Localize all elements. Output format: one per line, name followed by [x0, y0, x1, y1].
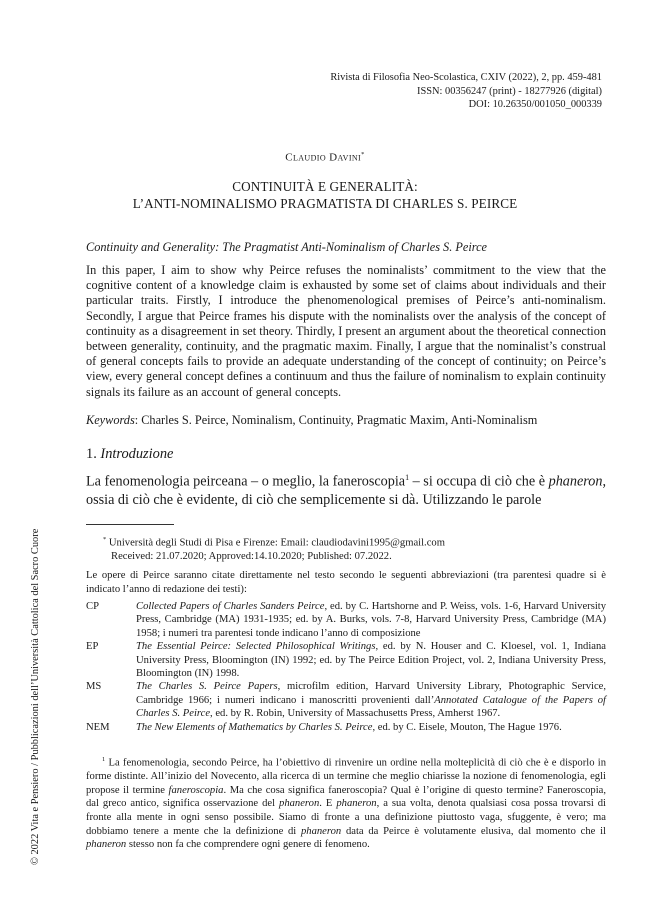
abbreviation-description	[136, 721, 606, 734]
intro-paragraph	[86, 469, 606, 510]
abbreviation-row	[86, 721, 606, 734]
abbreviation-row	[86, 600, 606, 640]
section-title: Introduzione	[100, 446, 174, 462]
abbreviation-key: NEM	[86, 721, 110, 733]
author-footnote-mark: *	[361, 151, 365, 158]
abbreviations-intro: Le opere di Peirce saranno citate direttamente nel testo secondo le seguenti abbreviazioni (tra parentesi quadre si è indicato l’anno di redazione dei testi):	[86, 570, 606, 595]
footnote-mark: 1	[102, 756, 106, 763]
footnote-ref-1[interactable]: 1	[405, 473, 410, 482]
footnote-text: data da Peirce è volutamente elusiva, dal momento che il	[341, 825, 606, 837]
abbreviation-row	[86, 680, 606, 720]
footnote-term: phaneron	[300, 825, 342, 837]
issn-line: ISSN: 00356247 (print) - 18277926 (digital)	[417, 85, 602, 97]
footnote-term: phaneron	[279, 798, 320, 810]
affiliation-email: Università degli Studi di Pisa e Firenze: Email: claudiodavini1995@gmail.com	[108, 537, 445, 549]
article-title-line-1: CONTINUITÀ E GENERALITÀ:	[232, 179, 418, 194]
footnote-separator	[86, 524, 174, 525]
article-title	[0, 178, 650, 212]
submission-dates: Received: 21.07.2020; Approved:14.10.2020; Published: 07.2022.	[111, 550, 392, 562]
footnote-term: faneroscopia	[168, 784, 224, 796]
work-title: The Essential Peirce: Selected Philosophical Writings	[136, 641, 376, 653]
abstract: In this paper, I aim to show why Peirce refuses the nominalists’ commitment to the view that the cognitive content of a knowledge claim is exhausted by some set of claims about individuals and their particular traits. Firstly, I introduce the phenomenological premises of Peirce’s anti-nominalism. Secondly, I argue that Peirce frames his dispute with the nominalists over the analysis of the concept of continuity as a disagreement in set theory. Thirdly, I present an argument about the theoretical connection between generality, continuity, and the pragmatic maxim. Finally, I argue that the nominalist’s construal of general concepts fails to provide an adequate understanding of the concept of continuity; on Peirce’s view, every general concept defines a continuum and thus the failure of nominalism to explain continuity signals its failure as an account of general concepts.	[86, 263, 606, 399]
keywords-label: Keywords	[86, 413, 135, 427]
intro-term-phaneron: phaneron	[548, 473, 603, 490]
footnote-text: , a sua volta, denota qualsiasi cosa possa trovarsi di fronte alla mente in ogni senso possibile. Siamo di fronte a una definizione piuttosto vaga, sfuggente, è vero; ma dobbiamo tenere a mente che la definizione di	[86, 798, 606, 837]
affiliation-mark: *	[103, 536, 107, 543]
work-details-secondary: , ed. by R. Robin, University of Massachusetts Press, Amherst 1967.	[210, 708, 501, 720]
abbreviation-key: CP	[86, 601, 99, 612]
abbreviation-key: MS	[86, 681, 102, 693]
doi-line: DOI: 10.26350/001050_000339	[468, 99, 602, 111]
work-title: The New Elements of Mathematics by Charles S. Peirce	[136, 721, 373, 733]
section-heading	[86, 446, 173, 463]
keywords	[86, 413, 606, 428]
author-name-text: Claudio Davini	[285, 151, 362, 164]
work-details: , ed. by N. Houser and C. Kloesel, vol. 1, Indiana University Press, Bloomington (IN) 1992; ed. by The Peirce Edition Project, vol. 2, Indiana University Press, Bloomington (IN) 1998.	[136, 641, 606, 680]
footnote-term: phaneron	[336, 798, 377, 810]
article-title-line-2: L’ANTI-NOMINALISMO PRAGMATISTA DI CHARLES S. PEIRCE	[132, 196, 518, 211]
work-details: , microfilm edition, Harvard University Library, Photographic Service, Cambridge 1966; i numeri indicano i manoscritti provenienti dall’	[136, 681, 606, 706]
copyright-sidebar: © 2022 Vita e Pensiero / Pubblicazioni dell’Università Cattolica del Sacro Cuore	[30, 528, 41, 865]
author-affiliation	[103, 533, 445, 563]
footnote-term: phaneron	[86, 839, 127, 851]
journal-citation: Rivista di Filosofia Neo-Scolastica, CXIV (2022), 2, pp. 459-481	[330, 72, 602, 83]
work-details: , ed. by C. Eisele, Mouton, The Hague 1976.	[372, 721, 562, 733]
work-details: , ed. by C. Hartshorne and P. Weiss, vols. 1-6, Harvard University Press, Cambridge (MA) 1931-1935; ed. by A. Burks, vols. 7-8, Harvard University Press, Cambridge (MA) 1958; i numeri tra parentesi tonde indicano l’anno di composizione	[136, 601, 606, 639]
abbreviation-key: EP	[86, 641, 99, 653]
abbreviation-row	[86, 640, 606, 680]
work-title-secondary: Annotated Catalogue of the Papers of Charles S. Peirce	[136, 694, 606, 720]
section-number: 1.	[86, 446, 97, 462]
abbreviations-list	[86, 600, 606, 734]
footnote-text: . E	[319, 798, 337, 810]
intro-text-3: , ossia di ciò che è evidente, di ciò che semplicemente si dà. Utilizzando le parole	[86, 473, 606, 509]
english-title: Continuity and Generality: The Pragmatist Anti-Nominalism of Charles S. Peirce	[86, 240, 487, 254]
work-title: The Charles S. Peirce Papers	[136, 681, 278, 693]
abbreviation-description	[136, 640, 606, 680]
intro-text-2: – si occupa di ciò che è	[409, 473, 549, 490]
work-title: Collected Papers of Charles Sanders Peirce	[136, 601, 325, 612]
author-name	[0, 151, 650, 164]
abbreviation-description	[136, 600, 606, 640]
footnote-text: La fenomenologia, secondo Peirce, ha l’obiettivo di rinvenire un ordine nella molteplicità di ciò che è e disporlo in forme distinte. All’inizio del Novecento, alla ricerca di un termine che meglio chiarisse la nozione di fenomenologia, egli propose il termine	[86, 757, 606, 796]
footnote-1	[86, 753, 606, 852]
footnote-text: . Ma che cosa significa faneroscopia? Qual è l’origine di questo termine? Faneroscopia, dal greco antico, significa osservazione del	[86, 784, 606, 810]
footnote-text: stesso non fa che comprendere ogni genere di fenomeno.	[126, 839, 370, 851]
journal-header	[330, 71, 602, 112]
keywords-text: : Charles S. Peirce, Nominalism, Continuity, Pragmatic Maxim, Anti-Nominalism	[134, 413, 538, 427]
intro-text-1: La fenomenologia peirceana – o meglio, la faneroscopia	[86, 473, 406, 490]
abbreviation-description	[136, 680, 606, 720]
